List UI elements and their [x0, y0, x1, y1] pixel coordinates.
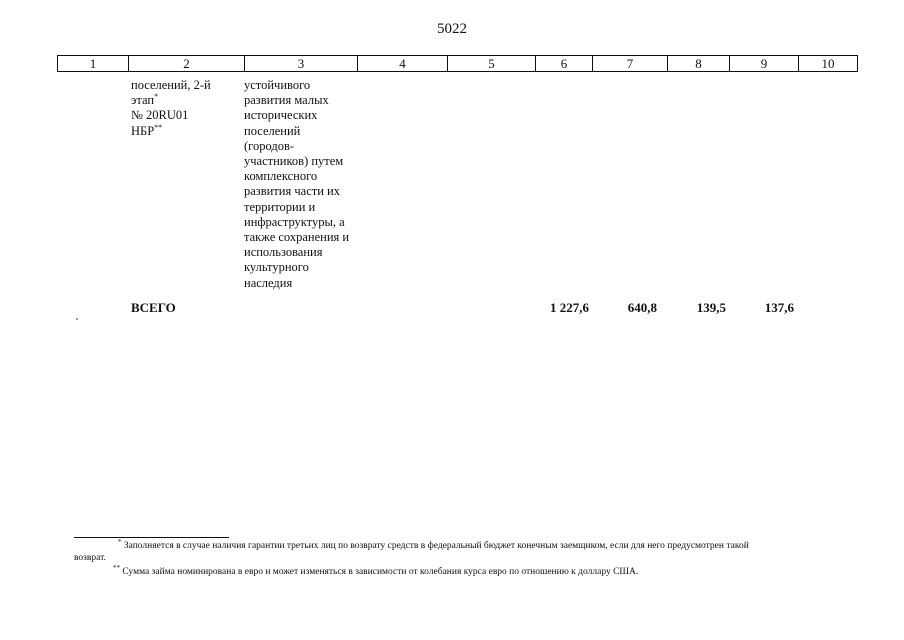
column-header-3: 3 [245, 56, 358, 72]
total-col8: 139,5 [696, 300, 726, 315]
purpose-line: развития малых [244, 93, 329, 108]
footnote-1-continuation: возврат. [74, 553, 106, 563]
purpose-line: инфраструктуры, а [244, 214, 345, 229]
column-header-2: 2 [129, 56, 245, 72]
footnote-2-mark: ** [113, 563, 120, 572]
project-name-cell [131, 78, 231, 139]
total-col6: 1 227,6 [550, 300, 589, 315]
purpose-line: исторических [244, 108, 318, 123]
footnote-separator [74, 537, 229, 538]
column-header-5: 5 [448, 56, 536, 72]
column-number-header [57, 55, 858, 72]
purpose-line: также сохранения и [244, 230, 350, 245]
column-header-10: 10 [799, 56, 858, 72]
project-name-line: поселений, 2-й [131, 78, 211, 92]
purpose-line: устойчивого [244, 78, 311, 92]
purpose-line: использования [244, 245, 323, 260]
page-number: 5022 [437, 21, 467, 37]
purpose-line: развития части их [244, 184, 340, 199]
purpose-line: территории и [244, 199, 316, 214]
total-col9: 137,6 [764, 300, 794, 315]
footnote-1-mark: * [118, 537, 122, 546]
purpose-line: (городов- [244, 138, 295, 153]
column-header-1: 1 [58, 56, 129, 72]
purpose-line: поселений [244, 123, 301, 138]
scan-speck [76, 318, 78, 320]
purpose-line: участников) путем [244, 154, 344, 169]
column-header-4: 4 [358, 56, 448, 72]
purpose-line: культурного [244, 260, 309, 275]
purpose-line: комплексного [244, 169, 318, 184]
column-header-8: 8 [668, 56, 730, 72]
total-col7: 640,8 [627, 300, 657, 315]
project-name-line: НБР** [131, 122, 163, 138]
footnote-1: * Заполняется в случае наличия гарантии третьих лиц по возврату средств в федеральный бюджет конечным заемщиком, если для него предусмотрен такой [118, 537, 749, 551]
project-name-line: № 20RU01 [131, 108, 189, 123]
project-purpose-cell [244, 78, 364, 291]
total-label: ВСЕГО [131, 300, 176, 315]
project-name-line: этап* [131, 92, 159, 108]
column-header-9: 9 [730, 56, 799, 72]
purpose-line: наследия [244, 275, 293, 290]
column-header-7: 7 [593, 56, 668, 72]
footnote-2: ** Сумма займа номинирована в евро и может изменяться в зависимости от колебания курса евро по отношению к доллару США. [113, 563, 639, 577]
footnote-mark: ** [154, 122, 163, 132]
footnote-mark: * [154, 92, 159, 102]
column-header-6: 6 [536, 56, 593, 72]
